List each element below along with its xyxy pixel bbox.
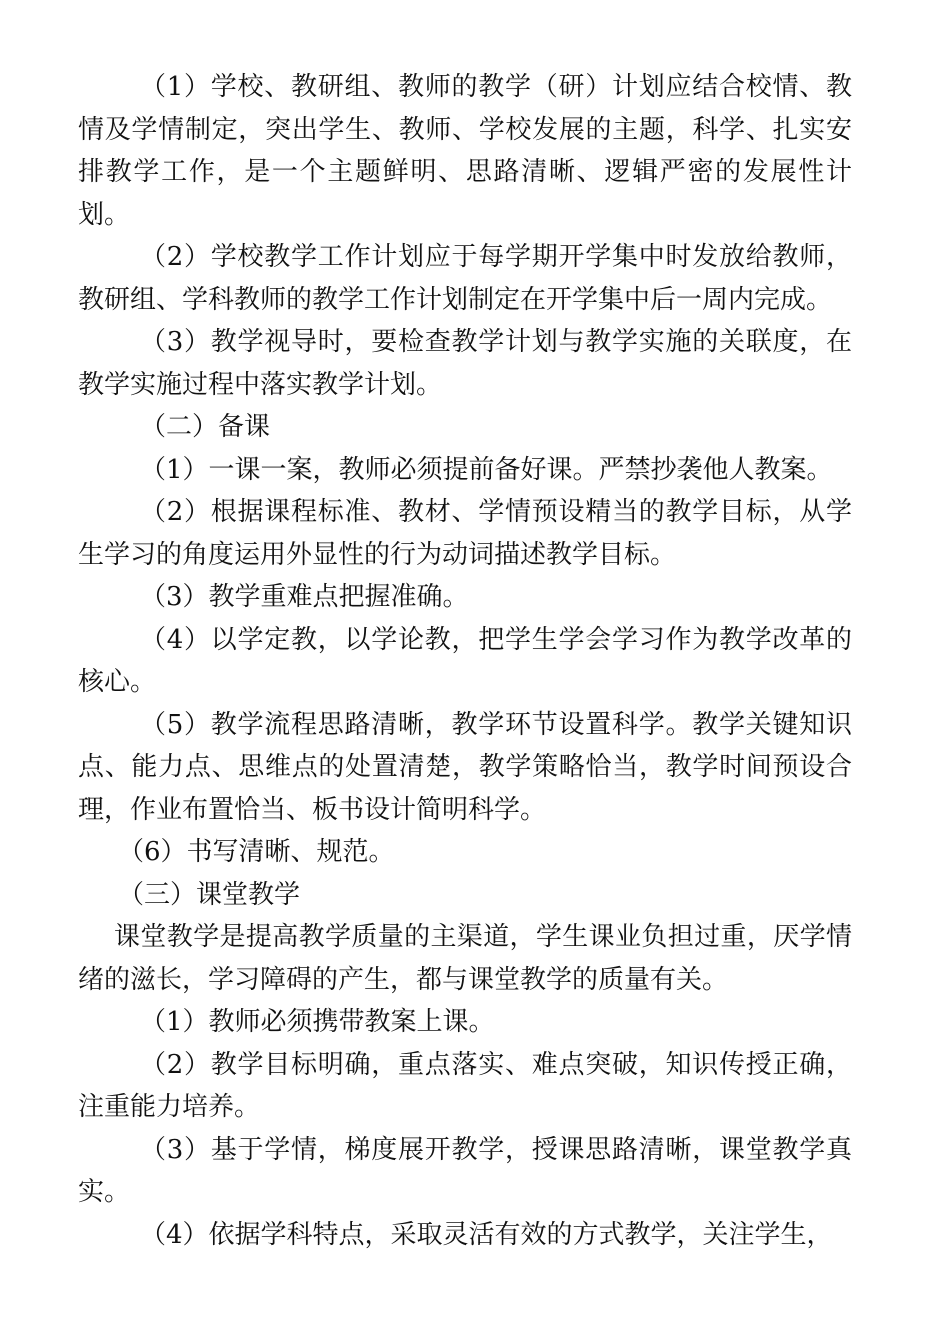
paragraph-plan-2: （2）学校教学工作计划应于每学期开学集中时发放给教师，教研组、学科教师的教学工作计划制定在开学集中后一周内完成。 (78, 242, 852, 315)
paragraph-prep-6: （6）书写清晰、规范。 (118, 837, 395, 867)
paragraph-plan-3: （3）教学视导时，要检查教学计划与教学实施的关联度，在教学实施过程中落实教学计划。 (78, 327, 852, 400)
paragraph-prep-1: （1）一课一案，教师必须提前备好课。严禁抄袭他人教案。 (140, 454, 833, 485)
section-heading-classroom-teaching: （三）课堂教学 (118, 879, 301, 910)
paragraph-classroom-1: （1）教师必须携带教案上课。 (140, 1007, 495, 1037)
paragraph-classroom-intro: 课堂教学是提高教学质量的主渠道，学生课业负担过重，厌学情绪的滋长，学习障碍的产生，都与课堂教学的质量有关。 (78, 922, 852, 995)
paragraph-plan-1: （1）学校、教研组、教师的教学（研）计划应结合校情、教情及学情制定，突出学生、教师、学校发展的主题，科学、扎实安排教学工作，是一个主题鲜明、思路清晰、逻辑严密的发展性计划。 (78, 72, 852, 230)
paragraph-prep-2: （2）根据课程标准、教材、学情预设精当的教学目标，从学生学习的角度运用外显性的行为动词描述教学目标。 (78, 497, 852, 570)
section-heading-lesson-prep: （二）备课 (140, 412, 271, 442)
paragraph-prep-3: （3）教学重难点把握准确。 (140, 582, 469, 612)
paragraph-prep-5: （5）教学流程思路清晰，教学环节设置科学。教学关键知识点、能力点、思维点的处置清楚，教学策略恰当，教学时间预设合理，作业布置恰当、板书设计简明科学。 (78, 709, 852, 825)
paragraph-classroom-4: （4）依据学科特点，采取灵活有效的方式教学，关注学生， (140, 1219, 833, 1250)
document-page (78, 66, 852, 1256)
paragraph-classroom-2: （2）教学目标明确，重点落实、难点突破，知识传授正确，注重能力培养。 (78, 1049, 852, 1122)
paragraph-classroom-3: （3）基于学情，梯度展开教学，授课思路清晰，课堂教学真实。 (78, 1134, 852, 1207)
paragraph-prep-4: （4）以学定教，以学论教，把学生学会学习作为教学改革的核心。 (78, 624, 852, 697)
